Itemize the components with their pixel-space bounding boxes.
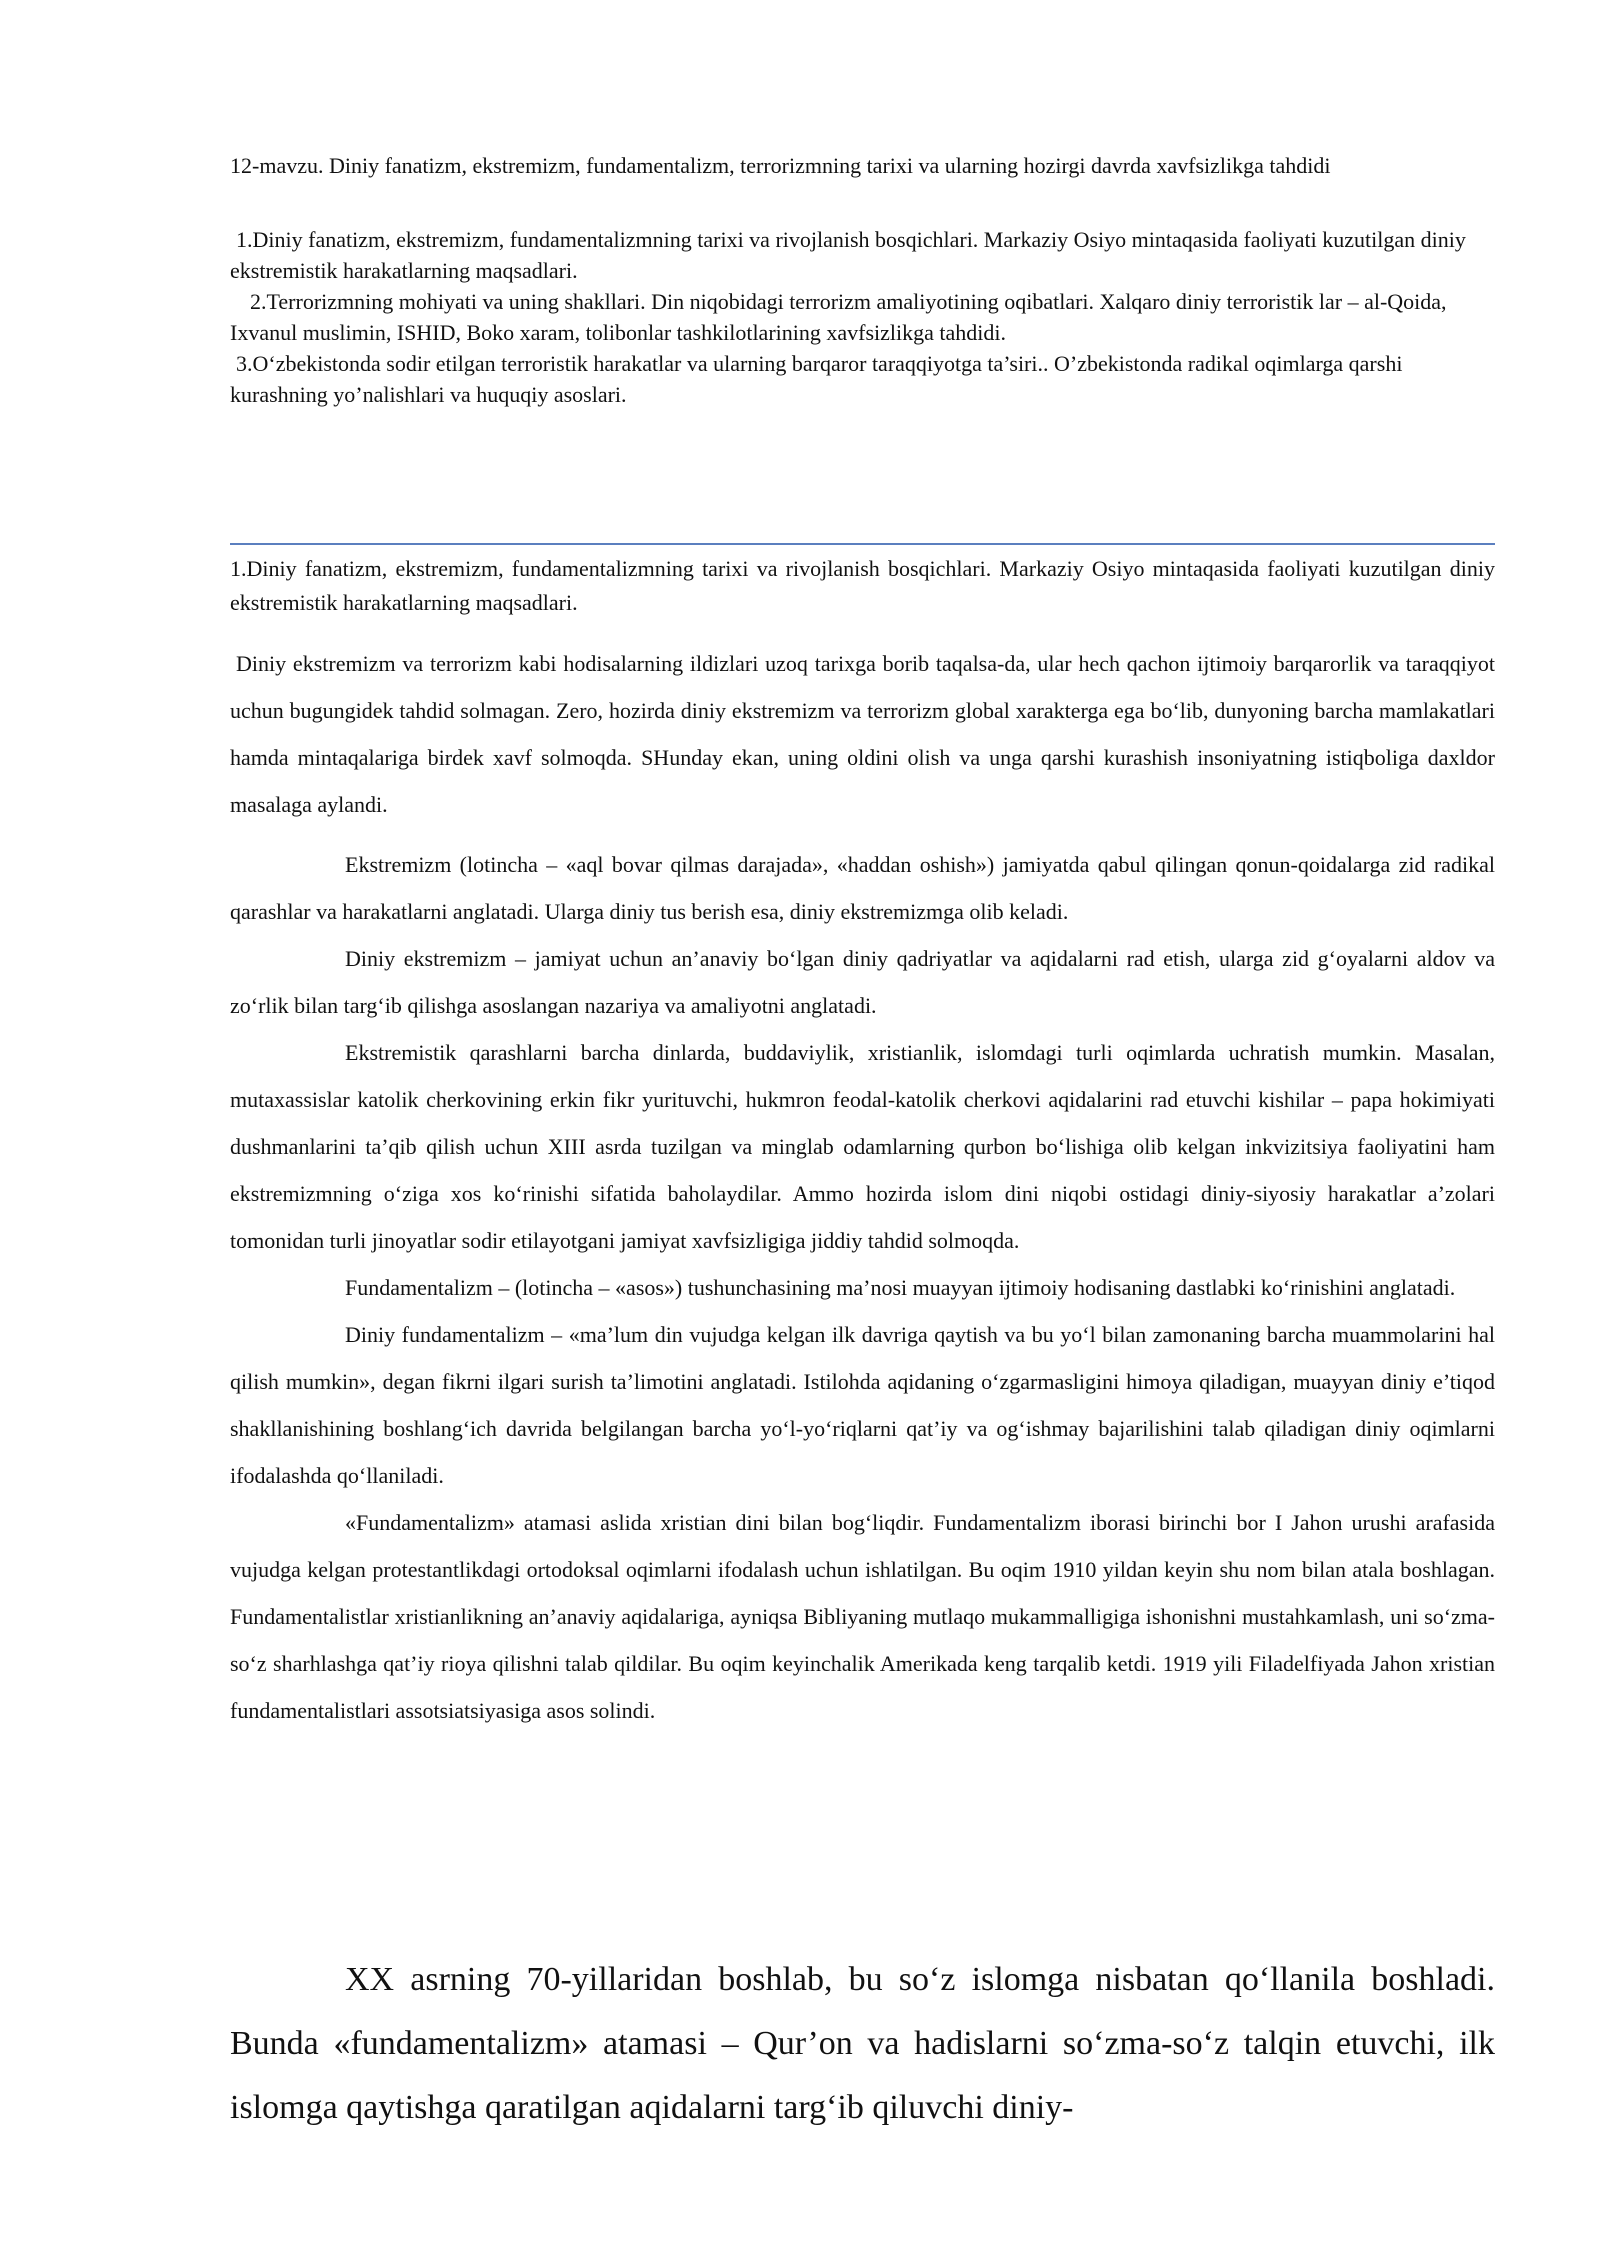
closing-paragraph: XX asrning 70-yillaridan boshlab, bu so‘z islomga nisbatan qo‘llanila boshladi. Bunda «fundamentalizm» atamasi – Qur’on va hadislarni so‘zma-so‘z talqin etuvchi, ilk islomga qaytishga qaratilgan aqidalarni targ‘ib qiluvchi diniy-	[230, 1961, 1495, 2126]
paragraph-extremist-views: Ekstremistik qarashlarni barcha dinlarda, buddaviylik, xristianlik, islomdagi turli oqimlarda uchratish mumkin. Masalan, mutaxassislar katolik cherkovining erkin fikr yurituvchi, hukmron feodal-katolik cherkovi aqidalarini rad etuvchi kishilar – papa hokimiyati dushmanlarini ta’qib qilish uchun XIII asrda tuzilgan va minglab odamlarning qurbon bo‘lishiga olib kelgan inkvizitsiya faoliyatini ham ekstremizmning o‘ziga xos ko‘rinishi sifatida baholaydilar. Ammo hozirda islom dini niqobi ostidagi diniy-siyosiy harakatlar a’zolari tomonidan turli jinoyatlar sodir etilayotgani jamiyat xavfsizligiga jiddiy tahdid solmoqda.	[230, 1040, 1495, 1253]
topic-outline	[230, 224, 1495, 410]
document-page	[230, 150, 1495, 2126]
paragraph-extremism: Ekstremizm (lotincha – «aql bovar qilmas darajada», «haddan oshish») jamiyatda qabul qilingan qonun-qoidalarga zid radikal qarashlar va harakatlarni anglatadi. Ularga diniy tus berish esa, diniy ekstremizmga olib keladi.	[230, 852, 1495, 924]
paragraph-fundamentalism: Fundamentalizm – (lotincha – «asos») tushunchasining ma’nosi muayyan ijtimoiy hodisaning dastlabki ko‘rinishini anglatadi.	[345, 1275, 1456, 1300]
paragraph-religious-fundamentalism: Diniy fundamentalizm – «ma’lum din vujudga kelgan ilk davriga qaytish va bu yo‘l bilan zamonaning barcha muammolarini hal qilish mumkin», degan fikrni ilgari surish ta’limotini anglatadi. Istilohda aqidaning o‘zgarmasligini himoya qiladigan, muayyan diniy e’tiqod shakllanishining boshlang‘ich davrida belgilangan barcha yo‘l-yo‘riqlarni qat’iy va og‘ishmay bajarilishini talab qiladigan diniy oqimlarni ifodalashda qo‘llaniladi.	[230, 1322, 1495, 1488]
section-divider	[230, 543, 1495, 545]
section-heading: 1.Diniy fanatizm, ekstremizm, fundamentalizmning tarixi va rivojlanish bosqichlari. Markaziy Osiyo mintaqasida faoliyati kuzutilgan diniy ekstremistik harakatlarning maqsadlari.	[230, 556, 1495, 615]
paragraph-intro: Diniy ekstremizm va terrorizm kabi hodisalarning ildizlari uzoq tarixga borib taqalsa-da, ular hech qachon ijtimoiy barqarorlik va taraqqiyot uchun bugungidek tahdid solmagan. Zero, hozirda diniy ekstremizm va terrorizm global xarakterga ega bo‘lib, dunyoning barcha mamlakatlari hamda mintaqalariga birdek xavf solmoqda. SHunday ekan, uning oldini olish va unga qarshi kurashish insoniyatning istiqboliga daxldor masalaga aylandi.	[230, 651, 1495, 817]
body-text	[230, 640, 1495, 1734]
paragraph-fundamentalism-term: «Fundamentalizm» atamasi aslida xristian dini bilan bog‘liqdir. Fundamentalizm iborasi birinchi bor I Jahon urushi arafasida vujudga kelgan protestantlikdagi ortodoksal oqimlarni ifodalash uchun ishlatilgan. Bu oqim 1910 yildan keyin shu nom bilan atala boshlagan. Fundamentalistlar xristianlikning an’anaviy aqidalariga, ayniqsa Bibliyaning mutlaqo mukammalligiga ishonishni mustahkamlash, uni so‘zma-so‘z sharhlashga qat’iy rioya qilishni talab qildilar. Bu oqim keyinchalik Amerikada keng tarqalib ketdi. 1919 yili Filadelfiyada Jahon xristian fundamentalistlari assotsiatsiyasiga asos solindi.	[230, 1510, 1495, 1723]
outline-item-3: 3.O‘zbekistonda sodir etilgan terroristik harakatlar va ularning barqaror taraqqiyotga ta’siri.. O’zbekistonda radikal oqimlarga qarshi kurashning yo’nalishlari va huquqiy asoslari.	[230, 351, 1403, 407]
paragraph-religious-extremism: Diniy ekstremizm – jamiyat uchun an’anaviy bo‘lgan diniy qadriyatlar va aqidalarni rad etish, ularga zid g‘oyalarni aldov va zo‘rlik bilan targ‘ib qilishga asoslangan nazariya va amaliyotni anglatadi.	[230, 946, 1495, 1018]
outline-item-2: 2.Terrorizmning mohiyati va uning shakllari. Din niqobidagi terrorizm amaliyotining oqibatlari. Xalqaro diniy terroristik lar – al-Qoida, Ixvanul muslimin, ISHID, Boko xaram, tolibonlar tashkilotlarining xavfsizlikga tahdidi.	[230, 289, 1447, 345]
topic-title: 12-mavzu. Diniy fanatizm, ekstremizm, fundamentalizm, terrorizmning tarixi va ularning hozirgi davrda xavfsizlikga tahdidi	[230, 153, 1331, 178]
outline-item-1: 1.Diniy fanatizm, ekstremizm, fundamentalizmning tarixi va rivojlanish bosqichlari. Markaziy Osiyo mintaqasida faoliyati kuzutilgan diniy ekstremistik harakatlarning maqsadlari.	[230, 227, 1466, 283]
